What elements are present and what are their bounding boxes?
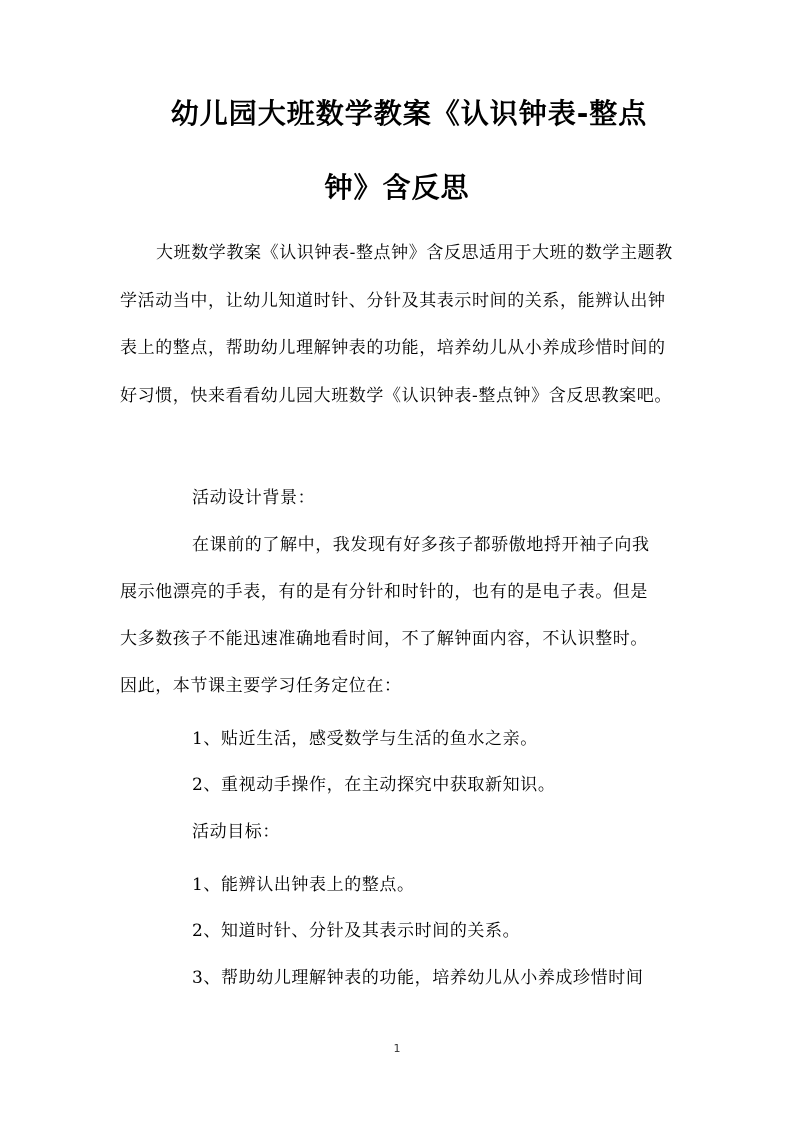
page-title-line-1: 幼儿园大班数学教案《认识钟表-整点 <box>170 97 648 130</box>
background-paragraph-line-2: 展示他漂亮的手表，有的是有分针和时针的，也有的是电子表。但是 <box>120 582 648 602</box>
background-heading: 活动设计背景： <box>192 488 316 508</box>
background-paragraph-line-4: 因此，本节课主要学习任务定位在： <box>120 676 402 696</box>
goal-item-3: 3、帮助幼儿理解钟表的功能，培养幼儿从小养成珍惜时间 <box>192 968 644 988</box>
goal-item-1: 1、能辨认出钟表上的整点。 <box>192 875 415 895</box>
goals-heading: 活动目标： <box>192 822 280 842</box>
background-paragraph-line-3: 大多数孩子不能迅速准确地看时间，不了解钟面内容，不认识整时。 <box>120 629 648 649</box>
task-item-2: 2、重视动手操作，在主动探究中获取新知识。 <box>192 775 556 795</box>
intro-text: 大班数学教案《认识钟表-整点钟》含反思适用于大班的数学主题教学活动当中，让幼儿知道时针、分针及其表示时间的关系，能辨认出钟表上的整点，帮助幼儿理解钟表的功能，培养幼儿从小养成珍惜时间的好习惯，快来看看幼儿园大班数学《认识钟表-整点钟》含反思教案吧。 <box>120 243 673 406</box>
background-paragraph-line-1: 在课前的了解中，我发现有好多孩子都骄傲地捋开袖子向我 <box>192 535 650 555</box>
intro-paragraph <box>120 230 680 420</box>
page-number: 1 <box>393 1042 401 1055</box>
task-item-1: 1、贴近生活，感受数学与生活的鱼水之亲。 <box>192 729 538 749</box>
goal-item-2: 2、知道时针、分针及其表示时间的关系。 <box>192 921 521 941</box>
page-title-line-2: 钟》含反思 <box>324 171 470 204</box>
